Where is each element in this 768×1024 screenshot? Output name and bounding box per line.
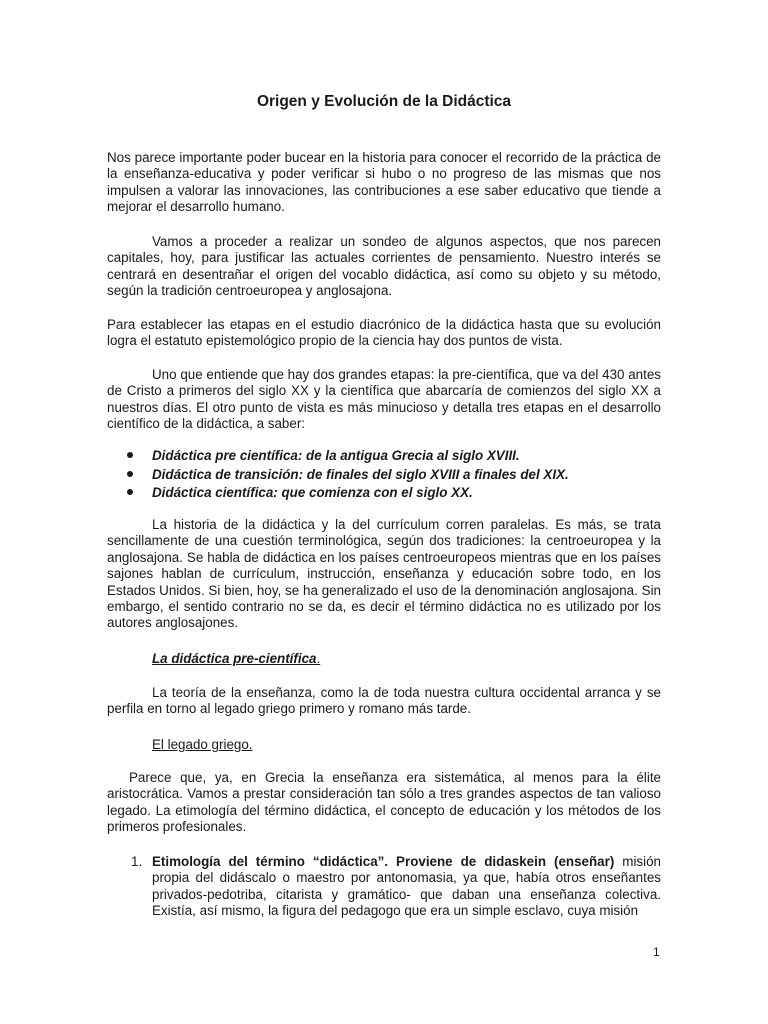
item-number: 1. xyxy=(131,854,143,869)
paragraph-7: Parece que, ya, en Grecia la enseñanza era sistemática, al menos para la élite aristocrática. Vamos a prestar consideración tan sólo a tres grandes aspectos de tan valioso legado. La etimología del término didáctica, el concepto de educación y los métodos de los primeros profesionales. xyxy=(107,770,661,835)
item-text: misión propia del didáscalo o maestro por antonomasia, ya que, había otros enseñantes privados-pedotriba, citarista y gramático- que daban una enseñanza colectiva. Existía, así mismo, la figura del pedagogo que era un simple esclavo, cuya misión xyxy=(152,854,661,919)
paragraph-3: Para establecer las etapas en el estudio diacrónico de la didáctica hasta que su evolución logra el estatuto epistemológico propio de la ciencia hay dos puntos de vista. xyxy=(107,317,661,349)
bullet-item: Didáctica pre científica: de la antigua Grecia al siglo XVIII. xyxy=(107,447,661,466)
page-title: Origen y Evolución de la Didáctica xyxy=(256,93,512,110)
item-bold-lead: Etimología del término “didáctica”. Proviene de didaskein (enseñar) xyxy=(152,854,615,869)
bullet-icon xyxy=(127,471,133,477)
paragraph-1: Nos parece importante poder bucear en la historia para conocer el recorrido de la práctica de la enseñanza-educativa y poder verificar si hubo o no progreso de las mismas que nos impulsen a valorar las innovaciones, las contribuciones a ese saber educativo que tiende a mejorar el desarrollo humano. xyxy=(107,150,661,215)
bullet-icon xyxy=(127,489,133,495)
paragraph-2: Vamos a proceder a realizar un sondeo de algunos aspectos, que nos parecen capitales, hoy, para justificar las actuales corrientes de pensamiento. Nuestro interés se centrará en desentrañar el origen del vocablo didáctica, así como su objeto y su método, según la tradición centroeuropea y anglosajona. xyxy=(107,234,661,299)
numbered-list xyxy=(107,854,661,920)
numbered-item xyxy=(107,854,661,920)
stages-bullet-list xyxy=(107,447,661,503)
subheading-pre-cientifica: La didáctica pre-científica. xyxy=(152,651,321,666)
bullet-icon xyxy=(127,452,133,458)
bullet-item: Didáctica de transición: de finales del siglo XVIII a finales del XIX. xyxy=(107,466,661,485)
subheading-legado-griego: El legado griego. xyxy=(152,737,253,752)
paragraph-5: La historia de la didáctica y la del currículum corren paralelas. Es más, se trata sencillamente de una cuestión terminológica, según dos tradiciones: la centroeuropea y la anglosajona. Se habla de didáctica en los países centroeuropeos mientras que en los países sajones hablan de currículum, instrucción, enseñanza y educación sobre todo, en los Estados Unidos. Si bien, hoy, se ha generalizado el uso de la denominación anglosajona. Sin embargo, el sentido contrario no se da, es decir el término didáctica no es utilizado por los autores anglosajones. xyxy=(107,517,661,631)
paragraph-4: Uno que entiende que hay dos grandes etapas: la pre-científica, que va del 430 antes de Cristo a primeros del siglo XX y la científica que abarcaría de comienzos del siglo XX a nuestros días. El otro punto de vista es más minucioso y detalla tres etapas en el desarrollo científico de la didáctica, a saber: xyxy=(107,367,661,432)
bullet-item: Didáctica científica: que comienza con el siglo XX. xyxy=(107,484,661,503)
page-number: 1 xyxy=(653,945,660,959)
paragraph-6: La teoría de la enseñanza, como la de toda nuestra cultura occidental arranca y se perfila en torno al legado griego primero y romano más tarde. xyxy=(107,685,661,717)
